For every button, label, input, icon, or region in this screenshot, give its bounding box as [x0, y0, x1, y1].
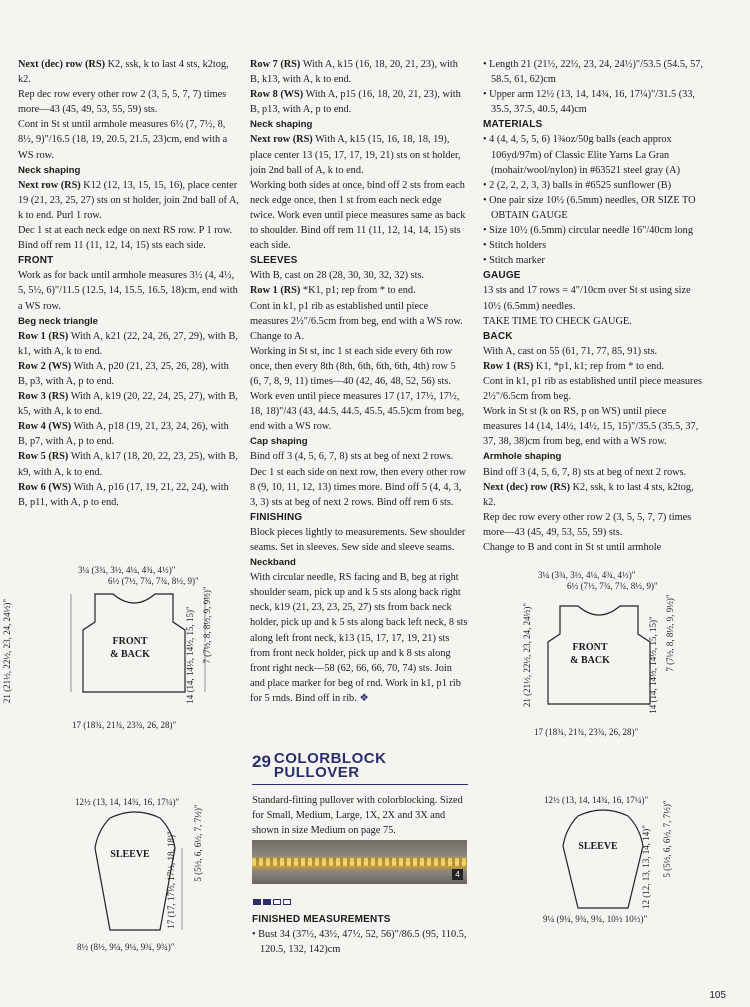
piece-label-front-back: FRONT & BACK [570, 642, 610, 666]
heading-materials: MATERIALS [483, 119, 543, 131]
text-paragraph: Next row (RS) With A, k15 (15, 16, 18, 18, 19), place center 13 (15, 17, 17, 19, 21) sts on st holder, join 2nd ball of A, k to end. [250, 134, 461, 176]
heading-finished-measurements: FINISHED MEASUREMENTS [252, 914, 391, 925]
pattern-title-block [252, 752, 468, 785]
pattern-title-line2: PULLOVER [273, 764, 360, 781]
skill-badge: 4 [452, 869, 463, 880]
pattern-intro: Standard-fitting pullover with colorblocking. Sized for Small, Medium, Large, 1X, 2X and 3X and shown in size Medium on page 75. [252, 795, 463, 836]
materials-item: • 2 (2, 2, 2, 3, 3) balls in #6525 sunflower (B) [483, 179, 672, 191]
text-paragraph: Working both sides at once, bind off 2 sts from each neck edge once, then 1 st from each neck edge twice. Work even until piece measures same as back to shoulder. Bind off rem 11 (11, 12, 14, 14, 15) sts each side. [250, 179, 466, 252]
dim-upper-arm: 12½ (13, 14, 14¾, 16, 17¼)" [75, 797, 180, 807]
materials-item: • 4 (4, 4, 5, 5, 6) 1¾oz/50g balls (each approx 106yd/97m) of Classic Elite Yarns La Gran (mohair/wool/nylon) in #63521 steel gray (A) [483, 134, 681, 176]
skill-level-indicator [253, 899, 291, 905]
subheading-neck-triangle: Beg neck triangle [18, 315, 98, 327]
row-instruction: Row 3 (RS) With A, k19 (20, 22, 24, 25, 27), with B, k5, with A, k to end. [18, 391, 238, 418]
materials-item: • Size 10½ (6.5mm) circular needle 16"/40cm long [483, 225, 693, 237]
dim-cuff: 9¼ (9¼, 9¾, 9¾, 10½ 10½)" [543, 914, 648, 924]
gauge-text: 13 sts and 17 rows = 4"/10cm over St st using size 10½ (6.5mm) needles. [483, 285, 691, 312]
row-instruction: Row 1 (RS) K1, *p1, k1; rep from * to end. [483, 360, 665, 372]
row-instruction: Row 6 (WS) With A, p16 (17, 19, 21, 22, 24), with B, p11, with A, p to end. [18, 481, 229, 508]
text-paragraph: Rep dec row every other row 2 (3, 5, 5, 7, 7) times more—43 (45, 49, 53, 55, 59) sts. [18, 89, 227, 116]
dim-cap-depth: 5 (5½, 6, 6½, 7, 7½)" [662, 800, 672, 878]
end-mark-icon: ❖ [359, 692, 369, 704]
text-paragraph: Rep dec row every other row 2 (3, 5, 5, 7, 7) times more—43 (45, 49, 53, 55, 59) sts. [483, 511, 692, 538]
subheading-neck-shaping: Neck shaping [18, 164, 81, 176]
subheading-neck-shaping: Neck shaping [250, 119, 313, 131]
pattern-title-line1: COLORBLOCK [273, 750, 387, 767]
text-paragraph: Cont in k1, p1 rib as established until piece measures 2½"/6.5cm from beg. [483, 375, 703, 403]
dim-to-armhole: 14 (14, 14½, 14½, 15, 15)" [648, 616, 658, 714]
dim-upper-arm: 12½ (13, 14, 14¾, 16, 17¼)" [544, 795, 649, 805]
column-middle [250, 57, 468, 706]
piece-label-sleeve: SLEEVE [578, 841, 618, 852]
column-right [483, 57, 705, 555]
dim-width: 17 (18¾, 21¾, 23¾, 26, 28)" [72, 720, 177, 730]
text-paragraph: Work even until piece measures 17 (17, 17½, 17½, 18, 18)"/43 (43, 44.5, 44.5, 45.5, 45.5)cm from beg, end with a WS row. [250, 391, 465, 433]
row-instruction: Row 7 (RS) With A, k15 (16, 18, 20, 21, 23), with B, k13, with A, k to end. [250, 59, 458, 86]
text-paragraph: With B, cast on 28 (28, 30, 30, 32, 32) sts. [250, 270, 425, 282]
text-paragraph: Work as for back until armhole measures 3½ (4, 4½, 5, 5½, 6)"/11.5 (12.5, 14, 15.5, 16.5, 18)cm, end with a WS row. [18, 270, 238, 312]
text-paragraph: Bind off 3 (4, 5, 6, 7, 8) sts at beg of next 2 rows. Dec 1 st each side on next row, then every other row 8 (9, 10, 11, 12, 13) times more. Bind off 5 (4, 4, 3, 3, 3) sts at beg of next 2 rows. Bind off rem 6 sts. [250, 451, 467, 508]
column-left [18, 57, 240, 510]
dim-shoulder-width: 3¼ (3¾, 3½, 4¼, 4¾, 4½)" [78, 565, 176, 575]
heading-front: FRONT [18, 255, 54, 267]
text-paragraph: Next (dec) row (RS) K2, ssk, k to last 4 sts, k2tog, k2. [483, 481, 694, 508]
text-paragraph: Next row (RS) K12 (12, 13, 15, 15, 16), place center 19 (21, 23, 25, 27) sts on st holder, join 2nd ball of A, k to end. Purl 1 row. [18, 179, 239, 221]
length-measurement: • Length 21 (21½, 22½, 23, 24, 24½)"/53.5 (54.5, 57, 58.5, 61, 62)cm [483, 59, 704, 86]
page-number: 105 [709, 990, 726, 1001]
piece-label-sleeve: SLEEVE [110, 849, 150, 860]
dim-sleeve-length: 17 (17, 17½, 17½, 18, 18)" [166, 831, 176, 929]
text-paragraph: Change to B and cont in St st until armhole [483, 542, 662, 553]
row-instruction: Row 2 (WS) With A, p20 (21, 23, 25, 26, 28), with B, p3, with A, p to end. [18, 360, 229, 387]
heading-finishing: FINISHING [250, 511, 303, 523]
dim-length: 21 (21½, 22½, 23, 24, 24½)" [2, 598, 12, 704]
text-paragraph: Working in St st, inc 1 st each side every 6th row once, then every 8th (8th, 6th, 6th, 6th, 4th) row 5 (6, 7, 8, 9, 11) times—40 (42, 46, 48, 52, 56) sts. [250, 345, 456, 387]
text-paragraph: Work in St st (k on RS, p on WS) until piece measures 14 (14, 14½, 14½, 15, 15)"/35.5 (35.5, 37, 37, 38, 38)cm from beg, end with a WS row. [483, 406, 699, 448]
row-instruction: Row 1 (RS) *K1, p1; rep from * to end. [250, 285, 416, 297]
dim-sleeve-length: 12 (12, 13, 13, 14, 14)" [641, 825, 651, 909]
gauge-check: TAKE TIME TO CHECK GAUGE. [483, 315, 632, 327]
text-paragraph: Cont in St st until armhole measures 6½ (7, 7½, 8, 8½, 9)"/16.5 (18, 19, 20.5, 21.5, 23)cm, end with a WS row. [18, 119, 228, 161]
heading-gauge: GAUGE [483, 270, 521, 282]
dim-armhole-depth: 7 (7½, 8, 8½, 9, 9½)" [665, 594, 675, 672]
heading-back: BACK [483, 330, 513, 342]
dim-to-armhole: 14 (14, 14½, 14½, 15, 15)" [185, 606, 195, 704]
yarn-swatch-image [252, 840, 467, 884]
bust-measurement: • Bust 34 (37½, 43½, 47½, 52, 56)"/86.5 (95, 110.5, 120.5, 132, 142)cm [252, 929, 467, 956]
text-paragraph: Cont in k1, p1 rib as established until piece measures 2½"/6.5cm from beg, end with a WS row. Change to A. [250, 300, 463, 342]
dim-neck-width: 6½ (7½, 7¾, 7¾, 8½, 9)" [567, 581, 658, 591]
dim-neck-width: 6½ (7½, 7¾, 7¾, 8½, 9)" [108, 576, 199, 586]
text-paragraph: Bind off 3 (4, 5, 6, 7, 8) sts at beg of next 2 rows. [483, 466, 687, 478]
materials-item: • Stitch marker [483, 255, 545, 267]
text-paragraph: Next (dec) row (RS) K2, ssk, k to last 4 sts, k2tog, k2. [18, 59, 229, 86]
subheading-cap-shaping: Cap shaping [250, 436, 308, 448]
row-instruction: Row 5 (RS) With A, k17 (18, 20, 22, 23, 25), with B, k9, with A, k to end. [18, 451, 238, 478]
text-paragraph: With A, cast on 55 (61, 71, 77, 85, 91) sts. [483, 345, 658, 357]
subheading-neckband: Neckband [250, 557, 296, 569]
heading-sleeves: SLEEVES [250, 255, 298, 267]
row-instruction: Row 4 (WS) With A, p18 (19, 21, 23, 24, 26), with B, p7, with A, p to end. [18, 421, 229, 448]
text-paragraph: Block pieces lightly to measurements. Sew shoulder seams. Set in sleeves. Sew side and sleeve seams. [250, 526, 466, 553]
upper-arm-measurement: • Upper arm 12½ (13, 14, 14¾, 16, 17¼)"/31.5 (33, 35.5, 37.5, 40.5, 44)cm [483, 89, 696, 116]
materials-item: • Stitch holders [483, 240, 547, 252]
dim-width: 17 (18¾, 21¾, 23¾, 26, 28)" [534, 727, 639, 737]
dim-length: 21 (21½, 22½, 23, 24, 24½)" [522, 602, 532, 708]
piece-label-front-back: FRONT & BACK [110, 636, 150, 660]
finished-measurements [252, 912, 468, 957]
materials-item: • One pair size 10½ (6.5mm) needles, OR SIZE TO OBTAIN GAUGE [483, 194, 696, 221]
text-paragraph: With circular needle, RS facing and B, beg at right shoulder seam, pick up and k 5 sts along back right neck, k19 (21, 23, 23, 25, 27) sts from back neck holder, pick up and k 5 sts along back left neck, 8 sts along left front neck, k13 (15, 17, 17, 19, 21) sts from front neck holder, pick up and k 8 sts along front right neck—58 (62, 66, 66, 70, 74) sts. Join and place marker for beg of rnd. Work in k1, p1 rib for 5 rnds. Bind off in rib. ❖ [250, 572, 468, 704]
dim-cuff: 8½ (8½, 9¼, 9¼, 9¾, 9¾)" [77, 942, 175, 952]
dim-shoulder-width: 3¼ (3¾, 3½, 4¼, 4¾, 4½)" [538, 570, 636, 580]
pattern-number: 29 [252, 752, 271, 771]
dim-cap-depth: 5 (5½, 6, 6½, 7, 7½)" [193, 804, 203, 882]
dim-armhole-depth: 7 (7½, 8, 8½, 9, 9½)" [202, 586, 212, 664]
row-instruction: Row 8 (WS) With A, p15 (16, 18, 20, 21, 23), with B, p13, with A, p to end. [250, 89, 461, 116]
row-instruction: Row 1 (RS) With A, k21 (22, 24, 26, 27, 29), with B, k1, with A, k to end. [18, 330, 238, 357]
subheading-armhole-shaping: Armhole shaping [483, 451, 562, 463]
text-paragraph: Dec 1 st at each neck edge on next RS row. P 1 row. Bind off rem 11 (11, 12, 14, 15) sts each side. [18, 225, 233, 252]
